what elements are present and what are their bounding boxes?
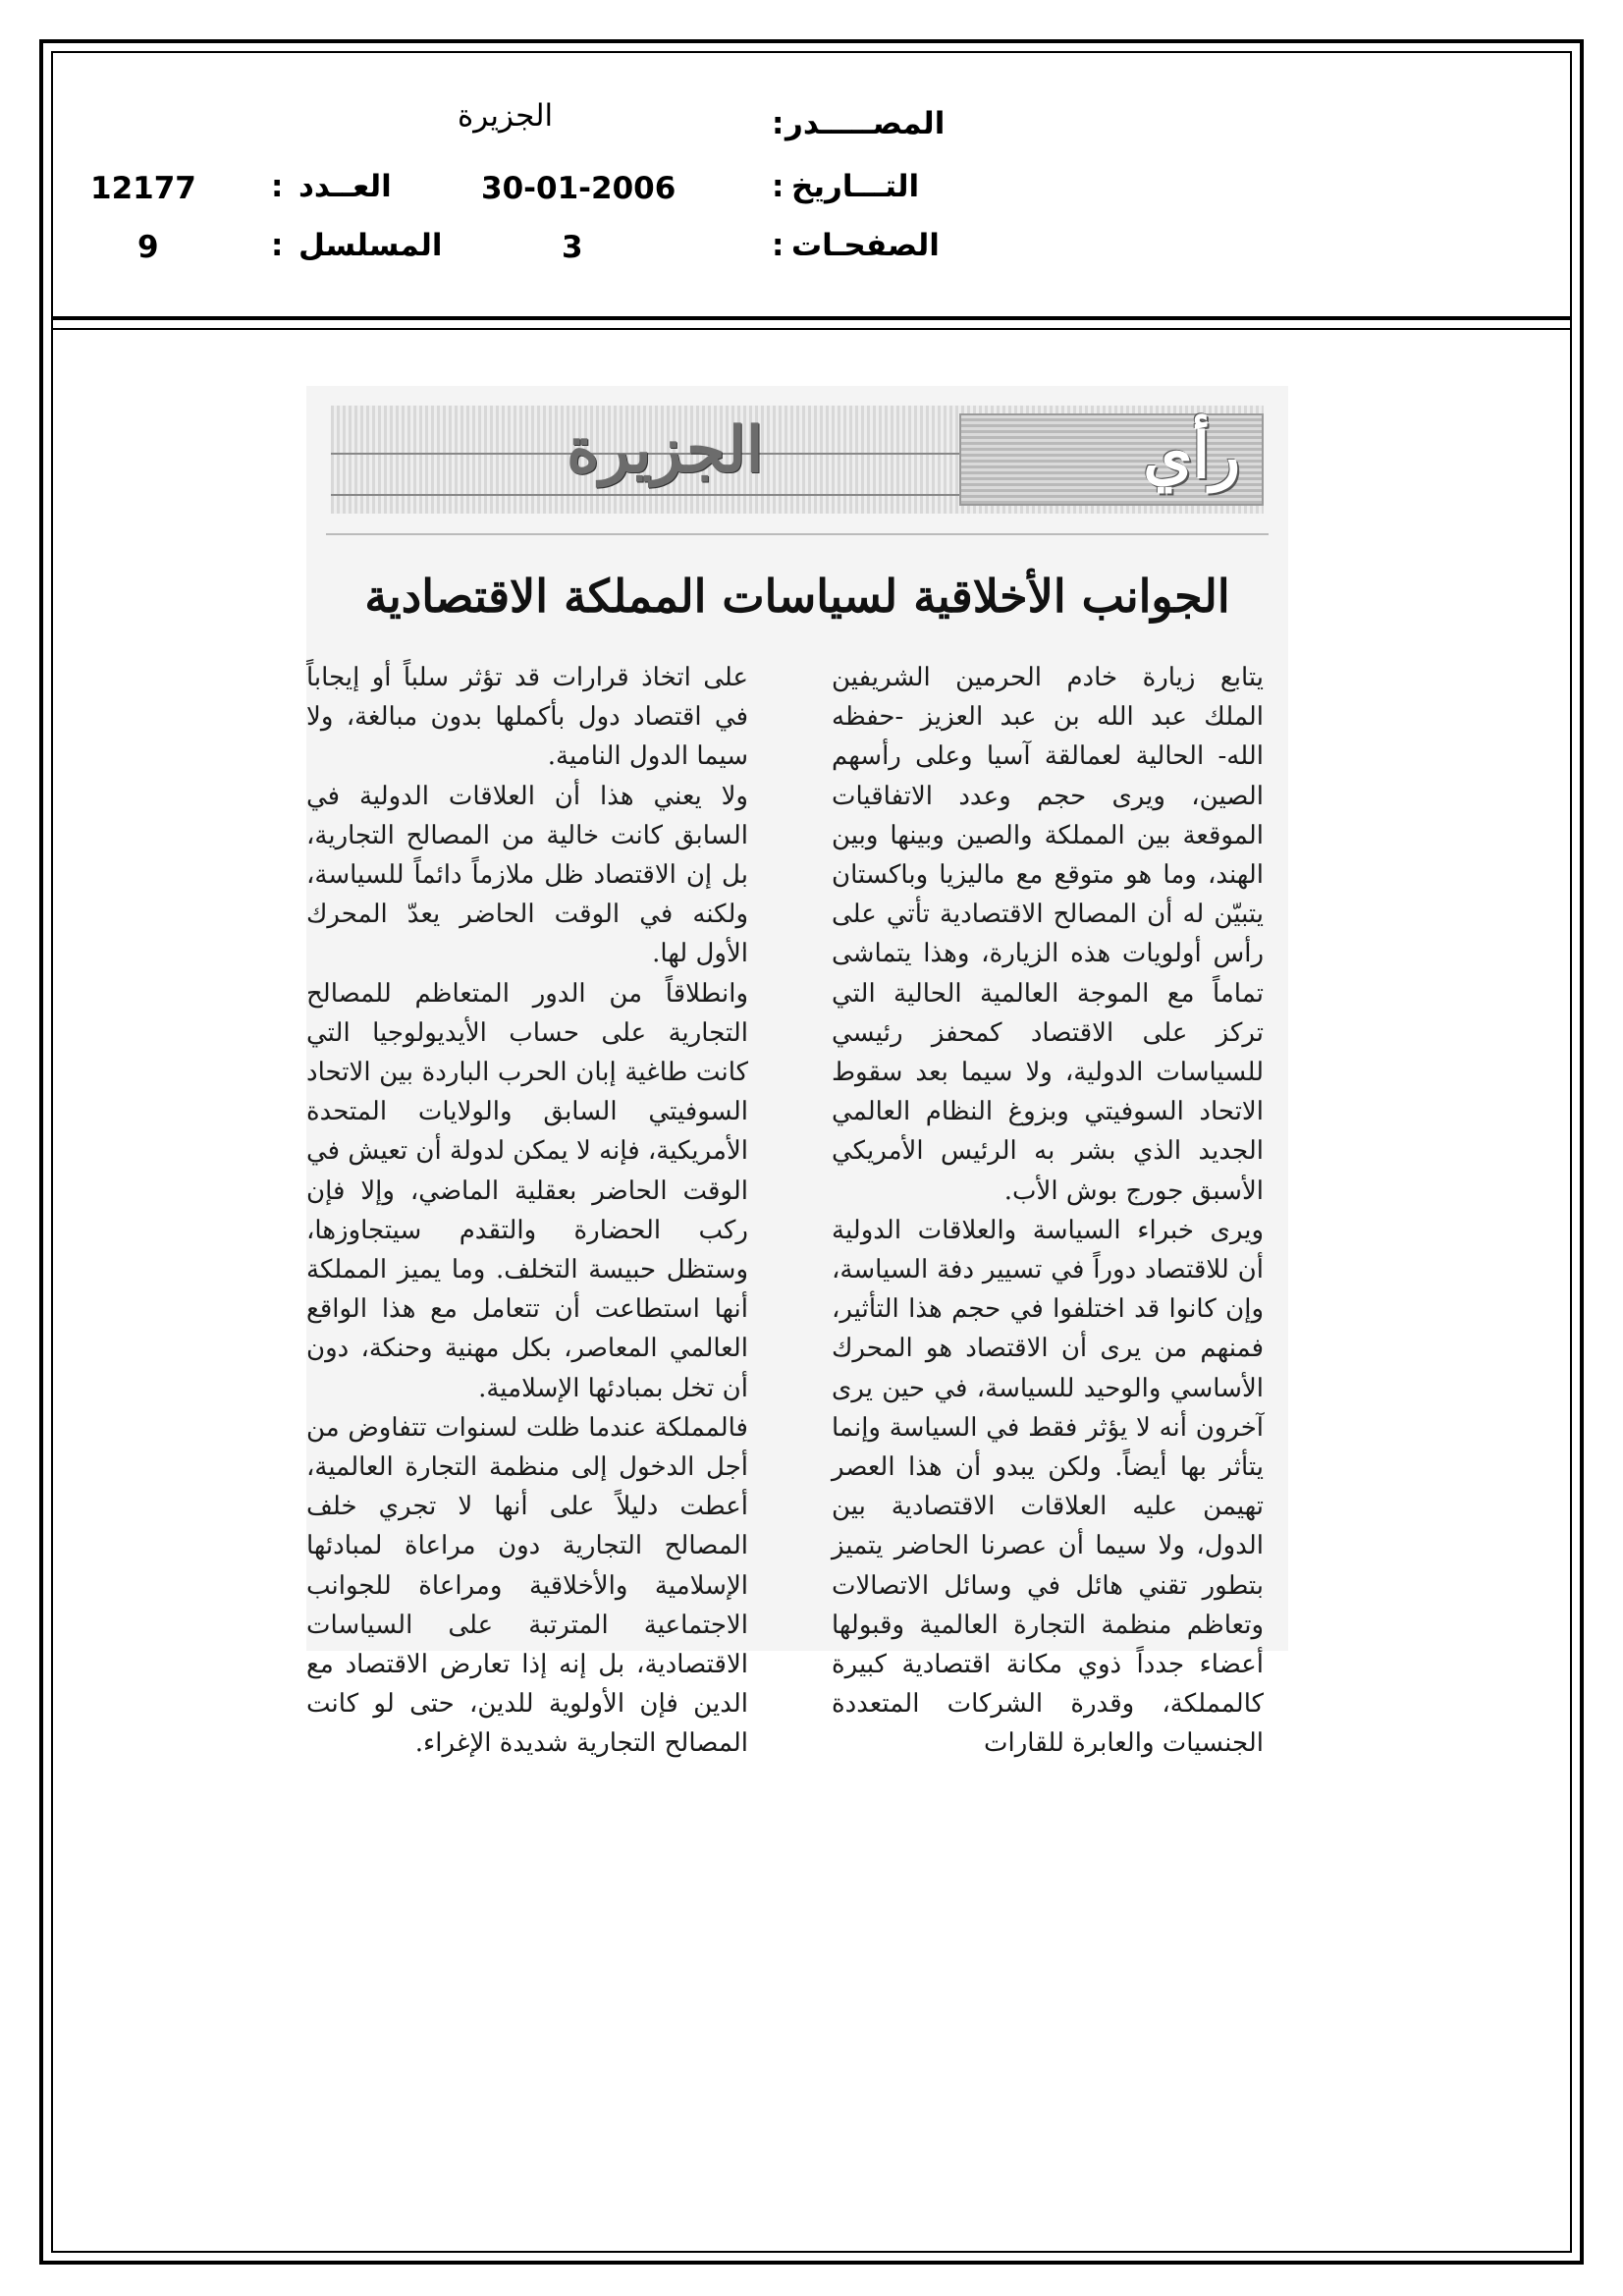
paragraph: ولا يعني هذا أن العلاقات الدولية في السابق كانت خالية من المصالح التجارية، بل إن الاقتصاد ظل ملازماً دائماً للسياسة، ولكنه في الوقت الحاضر يعدّ المحرك الأول لها. (306, 781, 748, 969)
paragraph: على اتخاذ قرارات قد تؤثر سلباً أو إيجاباً في اقتصاد دول بأكملها بدون مبالغة، ولا سيما الدول النامية. (306, 663, 748, 772)
header-divider (51, 316, 1572, 320)
masthead-banner (331, 406, 1264, 514)
article-headline: الجوانب الأخلاقية لسياسات المملكة الاقتصادية (364, 570, 1230, 623)
headline-rule (326, 533, 1269, 535)
paragraph: يتابع زيارة خادم الحرمين الشريفين الملك عبد الله بن عبد العزيز -حفظه الله- الحالية لعمالقة آسيا وعلى رأسهم الصين، ويرى حجم وعدد الاتفاقيات الموقعة بين المملكة والصين وبينها وبين الهند، وما هو متوقع مع ماليزيا وباكستان يتبيّن له أن المصالح الاقتصادية تأتي على رأس أولويات هذه الزيارة، وهذا يتماشى تماماً مع الموجة العالمية الحالية التي تركز على الاقتصاد كمحفز رئيسي للسياسات الدولية، ولا سيما بعد سقوط الاتحاد السوفيتي وبزوغ النظام العالمي الجديد الذي بشر به الرئيس الأمريكي الأسبق جورج بوش الأب. (832, 663, 1264, 1206)
serial-label: المسلسل (298, 228, 443, 263)
pages-value: 3 (562, 230, 583, 265)
paragraph: ويرى خبراء السياسة والعلاقات الدولية أن للاقتصاد دوراً في تسيير دفة السياسة، وإن كانوا قد اختلفوا في حجم هذا التأثير، فمنهم من يرى أن الاقتصاد هو المحرك الأساسي والوحيد للسياسة، في حين يرى آخرون أنه لا يؤثر فقط في السياسة وإنما يتأثر بها أيضاً. ولكن يبدو أن هذا العصر تهيمن عليه العلاقات الاقتصادية بين الدول، ولا سيما أن عصرنا الحاضر يتميز بتطور تقني هائل في وسائل الاتصالات وتعاظم منظمة التجارة العالمية وقبولها أعضاء جدداً ذوي مكانة اقتصادية كبيرة كالمملكة، وقدرة الشركات المتعددة الجنسيات والعابرة للقارات (832, 1215, 1264, 1759)
article-column-right (832, 658, 1264, 1764)
header-divider-thin (51, 328, 1572, 330)
source-value: الجزيرة (458, 98, 554, 134)
source-label: المصـــــدر (785, 106, 946, 141)
pages-label: الصفحـات (791, 228, 940, 263)
serial-colon: : (271, 228, 284, 263)
date-label: التـــاريخ (791, 169, 920, 204)
date-colon: : (772, 169, 784, 204)
pages-colon: : (772, 228, 784, 263)
issue-colon: : (271, 169, 284, 204)
newspaper-masthead: الجزيرة (567, 413, 764, 487)
source-colon: : (772, 106, 784, 141)
section-title: رأي (1143, 419, 1240, 493)
date-value: 30-01-2006 (481, 171, 676, 206)
serial-value: 9 (137, 230, 159, 265)
paragraph: فالمملكة عندما ظلت لسنوات تتفاوض من أجل الدخول إلى منظمة التجارة العالمية، أعطت دليلاً على أنها لا تجري خلف المصالح التجارية دون مراعاة لمبادئها الإسلامية والأخلاقية ومراعاة للجوانب الاجتماعية المترتبة على السياسات الاقتصادية، بل إنه إذا تعارض الاقتصاد مع الدين فإن الأولوية للدين، حتى لو كانت المصالح التجارية شديدة الإغراء. (306, 1412, 748, 1759)
paragraph: وانطلاقاً من الدور المتعاظم للمصالح التجارية على حساب الأيديولوجيا التي كانت طاغية إبان الحرب الباردة بين الاتحاد السوفيتي السابق والولايات المتحدة الأمريكية، فإنه لا يمكن لدولة أن تعيش في الوقت الحاضر بعقلية الماضي، وإلا فإن ركب الحضارة والتقدم سيتجاوزها، وستظل حبيسة التخلف. وما يميز المملكة أنها استطاعت أن تتعامل مع هذا الواقع العالمي المعاصر، بكل مهنية وحنكة، دون أن تخل بمبادئها الإسلامية. (306, 978, 748, 1403)
issue-label: العــدد (298, 169, 392, 204)
article-column-left (306, 658, 748, 1764)
issue-value: 12177 (90, 171, 196, 206)
section-box (959, 413, 1264, 506)
newspaper-clipping (306, 386, 1288, 1759)
